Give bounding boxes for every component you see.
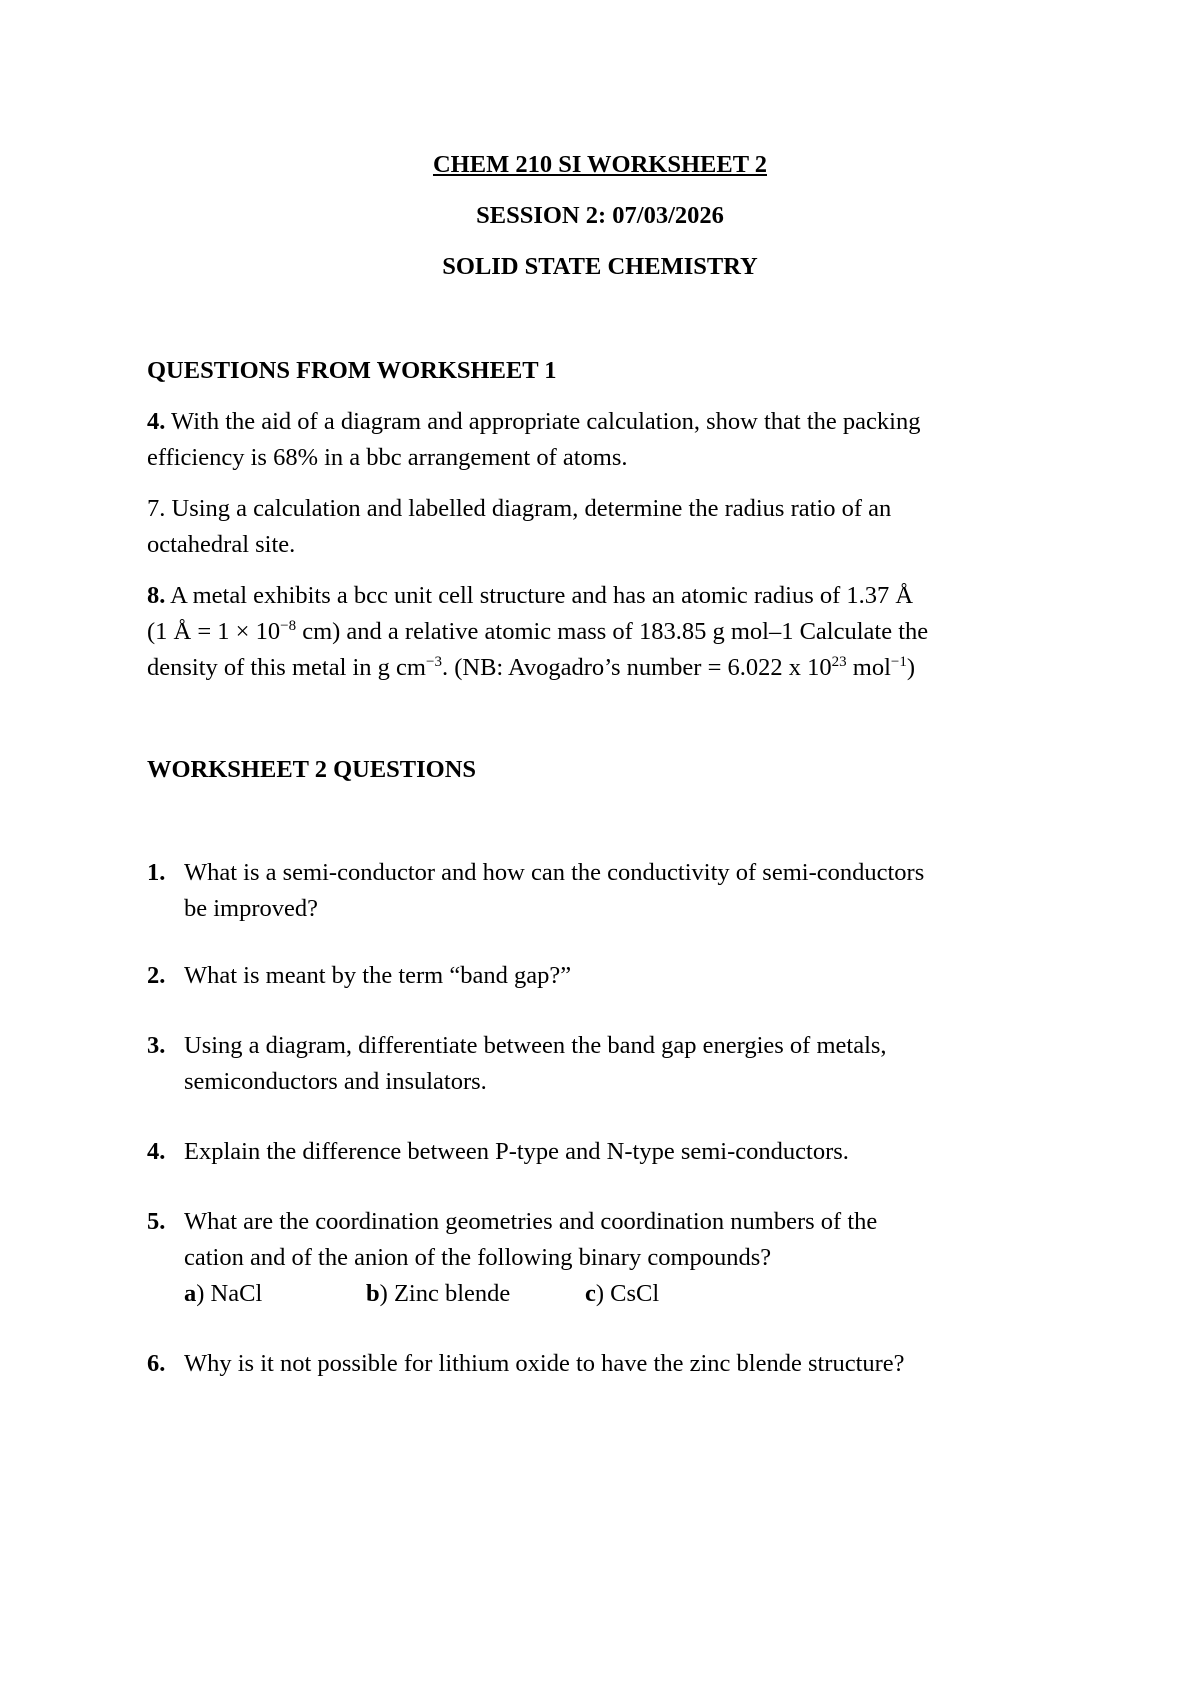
ws1-question-8-line2: [147, 617, 928, 647]
ws2-question-5-line2: cation and of the anion of the following binary compounds?: [184, 1244, 772, 1271]
ws2-question-4-number: 4.: [147, 1138, 166, 1165]
ws1-question-8-line1: [147, 581, 913, 611]
ws1-q8-close-paren: ): [906, 654, 916, 681]
ws2-question-6-number: 6.: [147, 1350, 166, 1377]
ws1-q8-avogadro-text: . (NB: Avogadro’s number = 6.022 x 10: [441, 654, 832, 681]
ws1-question-4-line1: [147, 407, 920, 437]
worksheet2-heading: WORKSHEET 2 QUESTIONS: [147, 756, 477, 783]
option-c-text: CsCl: [604, 1280, 660, 1307]
ws1-question-4-text: With the aid of a diagram and appropriate calculation, show that the packing: [165, 408, 921, 435]
ws1-q8-mol-exponent: −1: [890, 654, 907, 670]
ws1-q8-mass-text: cm) and a relative atomic mass of 183.85 g mol–1 Calculate the: [296, 618, 929, 645]
ws1-question-7-line1: 7. Using a calculation and labelled diagram, determine the radius ratio of an: [147, 495, 892, 522]
ws2-q5-option-a: [184, 1279, 262, 1309]
option-a-paren: ): [196, 1280, 205, 1307]
ws1-q8-exponent: −8: [280, 618, 297, 634]
ws1-question-4-number: 4.: [147, 408, 166, 435]
topic-heading: SOLID STATE CHEMISTRY: [442, 253, 758, 280]
option-c-paren: ): [595, 1280, 605, 1307]
ws2-q5-option-b: [366, 1279, 510, 1309]
ws2-question-5-line1: What are the coordination geometries and coordination numbers of the: [184, 1208, 878, 1235]
option-c-letter: c: [585, 1280, 596, 1307]
ws2-question-3-line2: semiconductors and insulators.: [184, 1068, 487, 1095]
session-date: SESSION 2: 07/03/2026: [476, 202, 724, 229]
ws1-question-4-line2: efficiency is 68% in a bbc arrangement of atoms.: [147, 444, 628, 471]
ws2-question-3-number: 3.: [147, 1032, 166, 1059]
ws2-question-3-line1: Using a diagram, differentiate between the band gap energies of metals,: [184, 1032, 887, 1059]
ws2-question-1-line1: What is a semi-conductor and how can the conductivity of semi-conductors: [184, 859, 925, 886]
ws2-question-1-number: 1.: [147, 859, 166, 886]
option-a-letter: a: [184, 1280, 197, 1307]
ws1-question-8-number: 8.: [147, 582, 166, 609]
ws2-question-2-number: 2.: [147, 962, 166, 989]
option-b-text: Zinc blende: [387, 1280, 511, 1307]
ws1-question-8-line3: [147, 653, 915, 683]
ws2-question-2-line1: What is meant by the term “band gap?”: [184, 962, 572, 989]
ws2-question-5-number: 5.: [147, 1208, 166, 1235]
ws1-q8-unit-text: (1 Å = 1 × 10: [147, 618, 281, 645]
ws1-q8-avogadro-exponent: 23: [831, 654, 847, 670]
ws1-q8-density-text: density of this metal in g cm: [147, 654, 426, 681]
option-b-paren: ): [379, 1280, 388, 1307]
ws1-question-7-line2: octahedral site.: [147, 531, 296, 558]
document-title: CHEM 210 SI WORKSHEET 2: [432, 151, 767, 178]
ws1-q8-mol-text: mol: [846, 654, 891, 681]
ws2-question-1-line2: be improved?: [184, 895, 319, 922]
ws2-q5-option-c: [585, 1279, 659, 1309]
option-b-letter: b: [366, 1280, 380, 1307]
ws1-q8-density-exponent: −3: [426, 654, 442, 670]
option-a-text: NaCl: [204, 1280, 263, 1307]
worksheet1-heading: QUESTIONS FROM WORKSHEET 1: [147, 357, 557, 384]
ws1-question-8-text: A metal exhibits a bcc unit cell structure and has an atomic radius of 1.37 Å: [165, 582, 914, 609]
ws2-question-4-line1: Explain the difference between P-type and N-type semi-conductors.: [184, 1138, 849, 1165]
ws2-question-6-line1: Why is it not possible for lithium oxide to have the zinc blende structure?: [184, 1350, 905, 1377]
